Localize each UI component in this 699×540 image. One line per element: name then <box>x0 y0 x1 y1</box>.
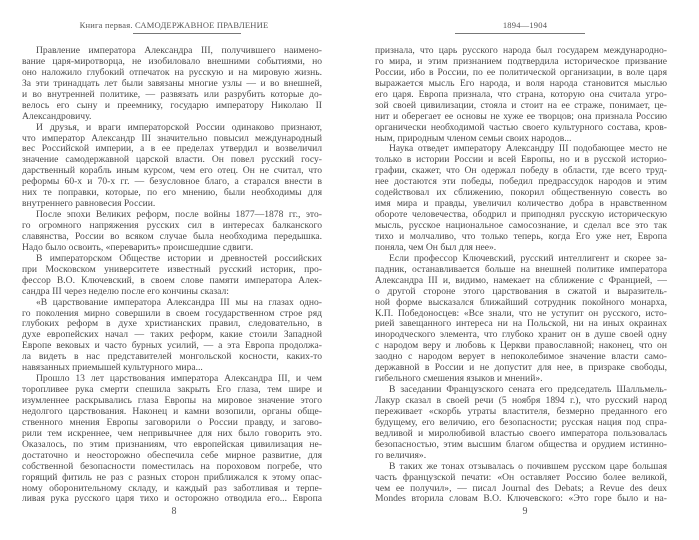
running-head: Книга первая. САМОДЕРЖАВНОЕ ПРАВЛЕНИЕ <box>79 20 269 30</box>
text-line: В императорском Обществе истории и древностей российских <box>36 253 322 264</box>
text-line: дарственный корабль иным курсом, чем его отец. Он не считал, что <box>22 166 322 177</box>
text-line: рили тем искреннее, чем непривычнее для них было говорить это. <box>22 428 322 439</box>
text-line: безопасностью, этим высшим благом общества и орудием истинно- <box>375 439 667 450</box>
text-line: ведливой и миролюбивой властью своего императора пользовалась <box>375 428 667 439</box>
text-line: торопливее рука смерти спешила закрыть Его глаза, тем шире и <box>22 385 322 396</box>
text-line: инородческого элемента, что глубоко хранит он в душе своей одну <box>375 330 667 341</box>
text-line: нит и оберегает ее основы не хуже ее творцов; она признала Россию <box>375 111 667 122</box>
text-line: ливая рука русского царя тихо и осторожно отводила его... Европа <box>22 494 322 505</box>
text-line: Наука отведет императору Александру III подобающее место не <box>389 144 667 155</box>
text-line: вание царя-миротворца, не изобиловало внешними событиями, но <box>22 56 322 67</box>
text-line: достаточно и неосторожно обеспечила себе мирное развитие, для <box>22 450 322 461</box>
text-line: России, ибо в России, по ее политической организации, в воле царя <box>375 67 667 78</box>
text-line: нее достаются эти победы, победил предрассудок народов и этим <box>375 177 667 188</box>
text-line: с народом веру и любовь к Церкви православной; наконец, что он <box>375 341 667 352</box>
text-line: органически необходимой частью своего культурного состава, кров- <box>375 122 667 133</box>
text-line: навязанных приемышей культурного мира... <box>22 363 203 374</box>
text-line: выражается мысль Его народа, и воля народа становится мыслью <box>375 78 667 89</box>
text-line: Если профессор Ключевский, русский интеллигент и скорее за- <box>389 253 667 264</box>
text-line: глубоких реформ в духе христианских правил, следовательно, в <box>22 319 322 330</box>
text-line: обороте человечества, ободрил и приподнял русскую историческую <box>375 210 667 221</box>
text-line: падник, останавливается больше на внешней политике императора <box>375 264 667 275</box>
text-line: За эти тринадцать лет были завязаны многие узлы — и во внешней, <box>22 78 322 89</box>
text-line: недолгого царствования. Наконец и камни возопили, органы обще- <box>22 406 322 417</box>
text-line: Mondes вторила словам В.О. Ключевского: «Это горе было и на- <box>375 494 667 505</box>
text-line: графии, скажет, что Он одержал победу в области, где всего труд- <box>375 166 667 177</box>
text-line: оно наложило глубокий отпечаток на русскую и на мировую жизнь. <box>22 67 322 78</box>
text-line: его царя. Европа признала, что страна, которую она считала угро- <box>375 89 667 100</box>
text-line: сандра III через неделю после его кончины сказал: <box>22 286 229 297</box>
text-line: горящий фитиль не раз с разных сторон приближался к этому опас- <box>22 472 322 483</box>
text-line: переживает «скорбь утраты властителя, безмерно преданного его <box>375 406 667 417</box>
text-line: поняла, чем Он был для нее». <box>375 242 497 253</box>
text-line: духе европейских начал — таких реформ, какие стоили Западной <box>22 330 322 341</box>
text-line: Правление императора Александра III, получившего наимено- <box>36 46 322 56</box>
text-line: вес Российской империи, а в ее пределах утвердил и возвеличил <box>22 144 322 155</box>
header-rule <box>455 33 585 34</box>
text-line: го поколения мирно совершили в своем государственном строе ряд <box>22 308 322 319</box>
text-line: Лакур сказал в своей речи (5 ноября 1894 г.), что русский народ <box>375 396 667 406</box>
text-line: реформы 60-х и 70-х гг. — безусловное благо, а старался внести в <box>22 177 322 188</box>
text-line: собственной безопасности поместилась на пороховом погребе, что <box>22 461 322 472</box>
text-line: Александра III и, видимо, намекает на сближение с Францией, — <box>375 275 667 286</box>
page-number: 8 <box>171 506 177 517</box>
text-line: зой своей цивилизации, стояла и стоит на ее страже, понимает, це- <box>375 100 667 111</box>
text-line: фессор В.О. Ключевский, в своем слове памяти императора Алек- <box>22 275 322 286</box>
text-line: ственного мнения Европы заговорили о России правду, и загово- <box>22 417 322 428</box>
text-line: о другой стороне этого царствования в сжатой и выразитель- <box>375 286 667 297</box>
text-line: Прошло 13 лет царствования императора Александра III, и чем <box>36 374 322 385</box>
text-line: мысль, русское национальное самосознание, и сделал все это так <box>375 221 667 231</box>
text-line: будущему, его величию, его безопасности; русская нация под спра- <box>375 417 667 428</box>
text-line: при Московском университете известный русский историк, про- <box>22 264 322 275</box>
text-line: В заседании Французского сената его председатель Шалльмель- <box>389 385 667 396</box>
text-line: чем ее получил», — писал Journal des Debats; а Revue des deux <box>375 483 667 494</box>
text-line: Оказалось, по этим признаниям, что европейская цивилизация не- <box>22 439 322 450</box>
right-page <box>351 0 699 540</box>
text-line: В таких же тонах отзывалась о почившем русском царе большая <box>389 461 667 472</box>
text-line: го величия». <box>375 450 427 461</box>
text-line: тихо и молчаливо, что только теперь, когда Его уже нет, Европа <box>375 231 667 242</box>
text-line: признала, что царь русского народа был государем международно- <box>375 46 667 56</box>
text-line: го мира, и этим признанием подтвердила историческое призвание <box>375 56 667 67</box>
text-line: ному оборонительному складу, и каждый раз заботливая и терпе- <box>22 483 322 494</box>
text-line: славянства, России во всяком случае была необходима передышка. <box>22 231 322 242</box>
text-line: велось его сыну и преемнику, государю императору Николаю II <box>22 100 322 111</box>
text-line: Европе вековых и часто бурных усилий, — а эта Европа продолжа- <box>22 341 322 352</box>
text-line: что император Александр III значительно повысил международный <box>22 133 322 144</box>
text-line: содействовал их сближению, покорил общественную совесть во <box>375 188 667 199</box>
text-line: и во внутренней политике, — развязать или разрубить которые до- <box>22 89 322 100</box>
text-line: «В царствование императора Александра III мы на глазах одно- <box>36 297 322 308</box>
text-line: Александровичу. <box>22 111 92 122</box>
text-line: гибельного смешения языков и мнений». <box>375 374 543 385</box>
text-line: рией завещанного интереса ни на Польской, ни на иных окраинах <box>375 319 667 330</box>
text-line: Надо было освоить, «переварить» происшедшие сдвиги. <box>22 242 254 253</box>
text-line: ла видеть в нас представителей монгольской косности, каких-то <box>22 352 322 363</box>
text-line: значение самодержавной царской власти. Он повел русский госу- <box>22 155 322 166</box>
text-line: заодно с народом верует в непоколебимое значение власти само- <box>375 352 667 363</box>
text-line: имя мира и правды, увеличил количество добра в нравственном <box>375 199 667 210</box>
text-line: часть французской печати: «Он оставляет Россию более великой, <box>375 472 667 483</box>
text-line: державной в России и не допустит для нее, в призраке свободы, <box>375 363 667 374</box>
body-text <box>22 46 322 505</box>
text-line: После эпохи Великих реформ, после войны 1877—1878 гг., это- <box>36 210 322 221</box>
text-line: И друзья, и враги императорской России одинаково признают, <box>36 122 322 133</box>
text-line: них те поправки, которые, по его мнению, были необходимы для <box>22 188 322 199</box>
text-line: изумленнее раскрывались глаза Европы на мировое значение этого <box>22 396 322 406</box>
text-line: го огромного напряжения русских сил в интересах балканского <box>22 221 322 231</box>
left-page <box>0 0 348 540</box>
body-text <box>375 46 667 505</box>
text-line: внутреннего равновесия России. <box>22 199 156 210</box>
text-line: только в истории России и всей Европы, но и в русской историо- <box>375 155 667 166</box>
text-line: ной форме высказался ближайший сотрудник покойного монарха, <box>375 297 667 308</box>
running-head: 1894—1904 <box>502 20 548 30</box>
text-line: К.П. Победоносцев: «Все знали, что не уступит он русского, исто- <box>375 308 667 319</box>
page-number: 9 <box>522 506 528 517</box>
header-rule <box>133 33 241 34</box>
text-line: ным, природным членом семьи своих народов... <box>375 133 572 144</box>
